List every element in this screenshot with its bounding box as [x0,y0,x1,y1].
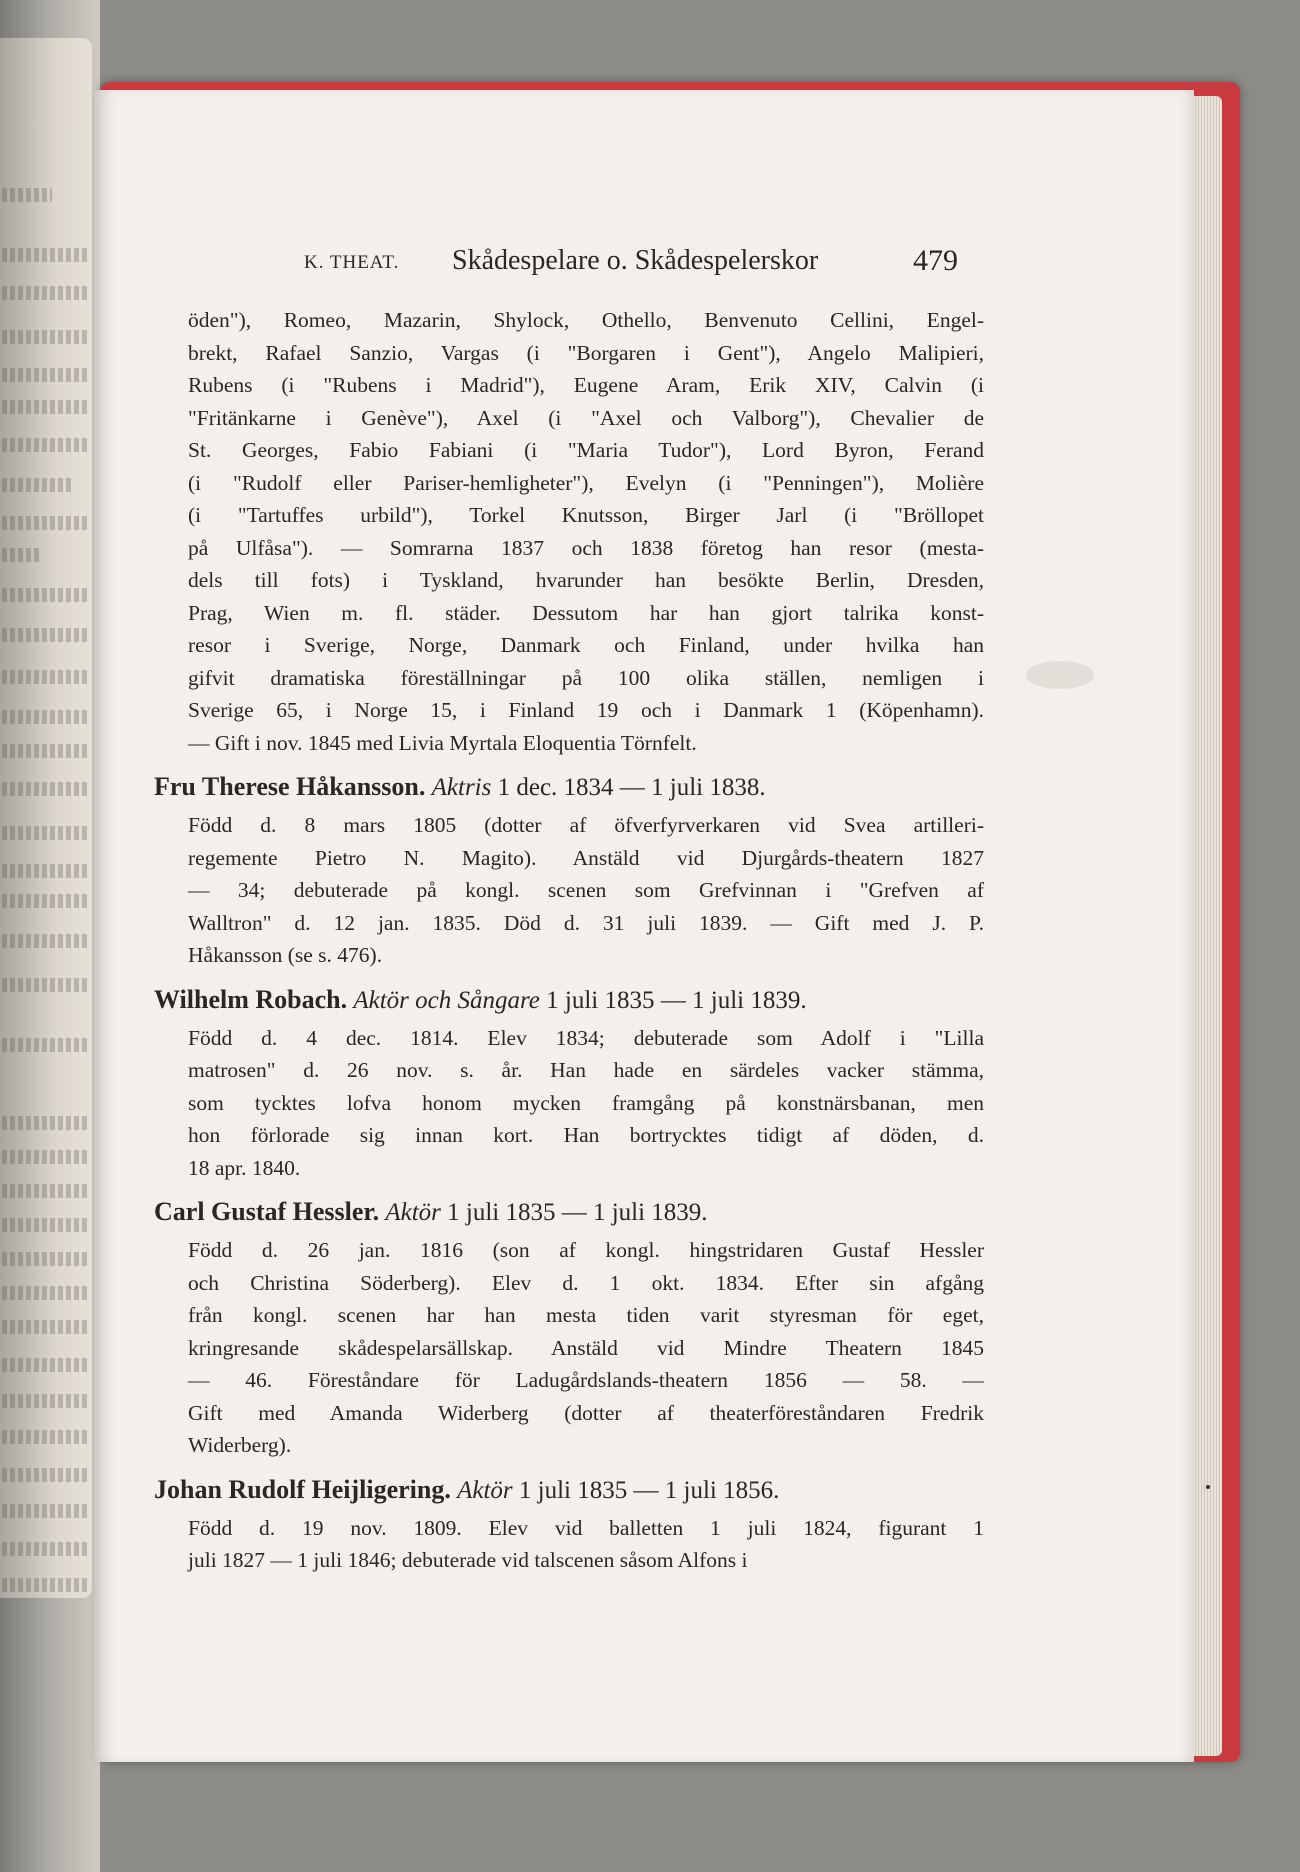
body-line: Sverige 65, i Norge 15, i Finland 19 och i Danmark 1 (Köpenhamn). [188,698,984,722]
header-title: Skådespelare o. Skådespelerskor [452,245,819,276]
page-number: 479 [913,244,958,277]
entry-role: Aktris [431,774,492,801]
body-line: (i "Rudolf eller Pariser-hemligheter"), Evelyn (i "Penningen"), Molière [188,470,984,495]
entry-dates: 1 juli 1835 — 1 juli 1856. [518,1476,780,1504]
entry-heading [154,1468,984,1512]
entry-line: och Christina Söderberg). Elev d. 1 okt. 1834. Efter sin afgång [188,1270,984,1295]
body-line: Rubens (i "Rubens i Madrid"), Eugene Aram, Erik XIV, Calvin (i [188,373,984,397]
entry-line: 18 apr. 1840. [188,1155,301,1180]
body-line: — Gift i nov. 1845 med Livia Myrtala Eloquentia Törnfelt. [188,730,697,755]
entry-heading [154,765,984,809]
entry-line: regemente Pietro N. Magito). Anstäld vid Djurgårds-theatern 1827 [188,845,984,870]
entry-name: Fru Therese Håkansson. [154,772,426,801]
entry-line: Född d. 8 mars 1805 (dotter af öfverfyrverkaren vid Svea artilleri- [188,813,984,837]
body-line: "Fritänkarne i Genève"), Axel (i "Axel och Valborg"), Chevalier de [188,405,984,430]
entry-heading [154,978,984,1022]
body-line: (i "Tartuffes urbild"), Torkel Knutsson, Birger Jarl (i "Bröllopet [188,503,984,527]
text-block [154,304,984,1577]
body-line: St. Georges, Fabio Fabiani (i "Maria Tudor"), Lord Byron, Ferand [188,438,984,462]
entry-dates: 1 juli 1835 — 1 juli 1839. [447,1199,708,1226]
body-line: på Ulfåsa"). — Somrarna 1837 och 1838 företog han resor (mesta- [188,535,984,560]
body-line: gifvit dramatiska föreställningar på 100 olika ställen, nemligen i [188,665,984,690]
body-line: resor i Sverige, Norge, Danmark och Finland, under hvilka han [188,633,984,657]
entry-name: Carl Gustaf Hessler. [154,1197,380,1226]
entry-line: Född d. 4 dec. 1814. Elev 1834; debuterade som Adolf i "Lilla [188,1025,984,1050]
previous-page-edge [0,38,92,1598]
entry-line: — 34; debuterade på kongl. scenen som Grefvinnan i "Grefven af [188,878,984,902]
entry-line: — 46. Föreståndare för Ladugårdslands-theatern 1856 — 58. — [188,1368,984,1392]
entry-line: Gift med Amanda Widerberg (dotter af theaterföreståndaren Fredrik [188,1400,984,1425]
header-section: K. THEAT. [304,252,400,273]
entry-dates: 1 juli 1835 — 1 juli 1839. [546,986,807,1014]
entry-line: från kongl. scenen har han mesta tiden varit styresman för eget, [188,1303,984,1327]
entry-line: som tycktes lofva honom mycken framgång på konstnärsbanan, men [188,1090,984,1115]
entry-line: Walltron" d. 12 jan. 1835. Död d. 31 juli 1839. — Gift med J. P. [188,910,984,935]
entry-line: Håkansson (se s. 476). [188,943,383,967]
running-header [210,244,966,278]
entry-role: Aktör [385,1199,441,1226]
body-line: Prag, Wien m. fl. städer. Dessutom har han gjort talrika konst- [188,600,984,625]
body-line: dels till fots) i Tyskland, hvarunder han besökte Berlin, Dresden, [188,568,984,592]
body-line: brekt, Rafael Sanzio, Vargas (i "Borgaren i Gent"), Angelo Malipieri, [188,340,984,365]
entry-line: kringresande skådespelarsällskap. Anstäld vid Mindre Theatern 1845 [188,1335,984,1360]
entry-line: Född d. 19 nov. 1809. Elev vid balletten 1 juli 1824, figurant 1 [188,1515,984,1540]
entry-line: juli 1827 — 1 juli 1846; debuterade vid talscenen såsom Alfons i [188,1548,748,1572]
entry-line: matrosen" d. 26 nov. s. år. Han hade en särdeles vacker stämma, [188,1058,984,1082]
entry-name: Wilhelm Robach. [154,984,348,1014]
entry-line: Född d. 26 jan. 1816 (son af kongl. hingstridaren Gustaf Hessler [188,1238,984,1262]
entry-role: Aktör [457,1476,513,1504]
body-line: öden"), Romeo, Mazarin, Shylock, Othello, Benvenuto Cellini, Engel- [188,308,984,332]
entry-heading [154,1190,984,1234]
entry-line: hon förlorade sig innan kort. Han bortrycktes tidigt af döden, d. [188,1123,984,1147]
entry-line: Widerberg). [188,1433,292,1457]
entry-role: Aktör och Sångare [353,986,540,1014]
entry-dates: 1 dec. 1834 — 1 juli 1838. [497,774,766,801]
entry-name: Johan Rudolf Heijligering. [154,1474,451,1504]
